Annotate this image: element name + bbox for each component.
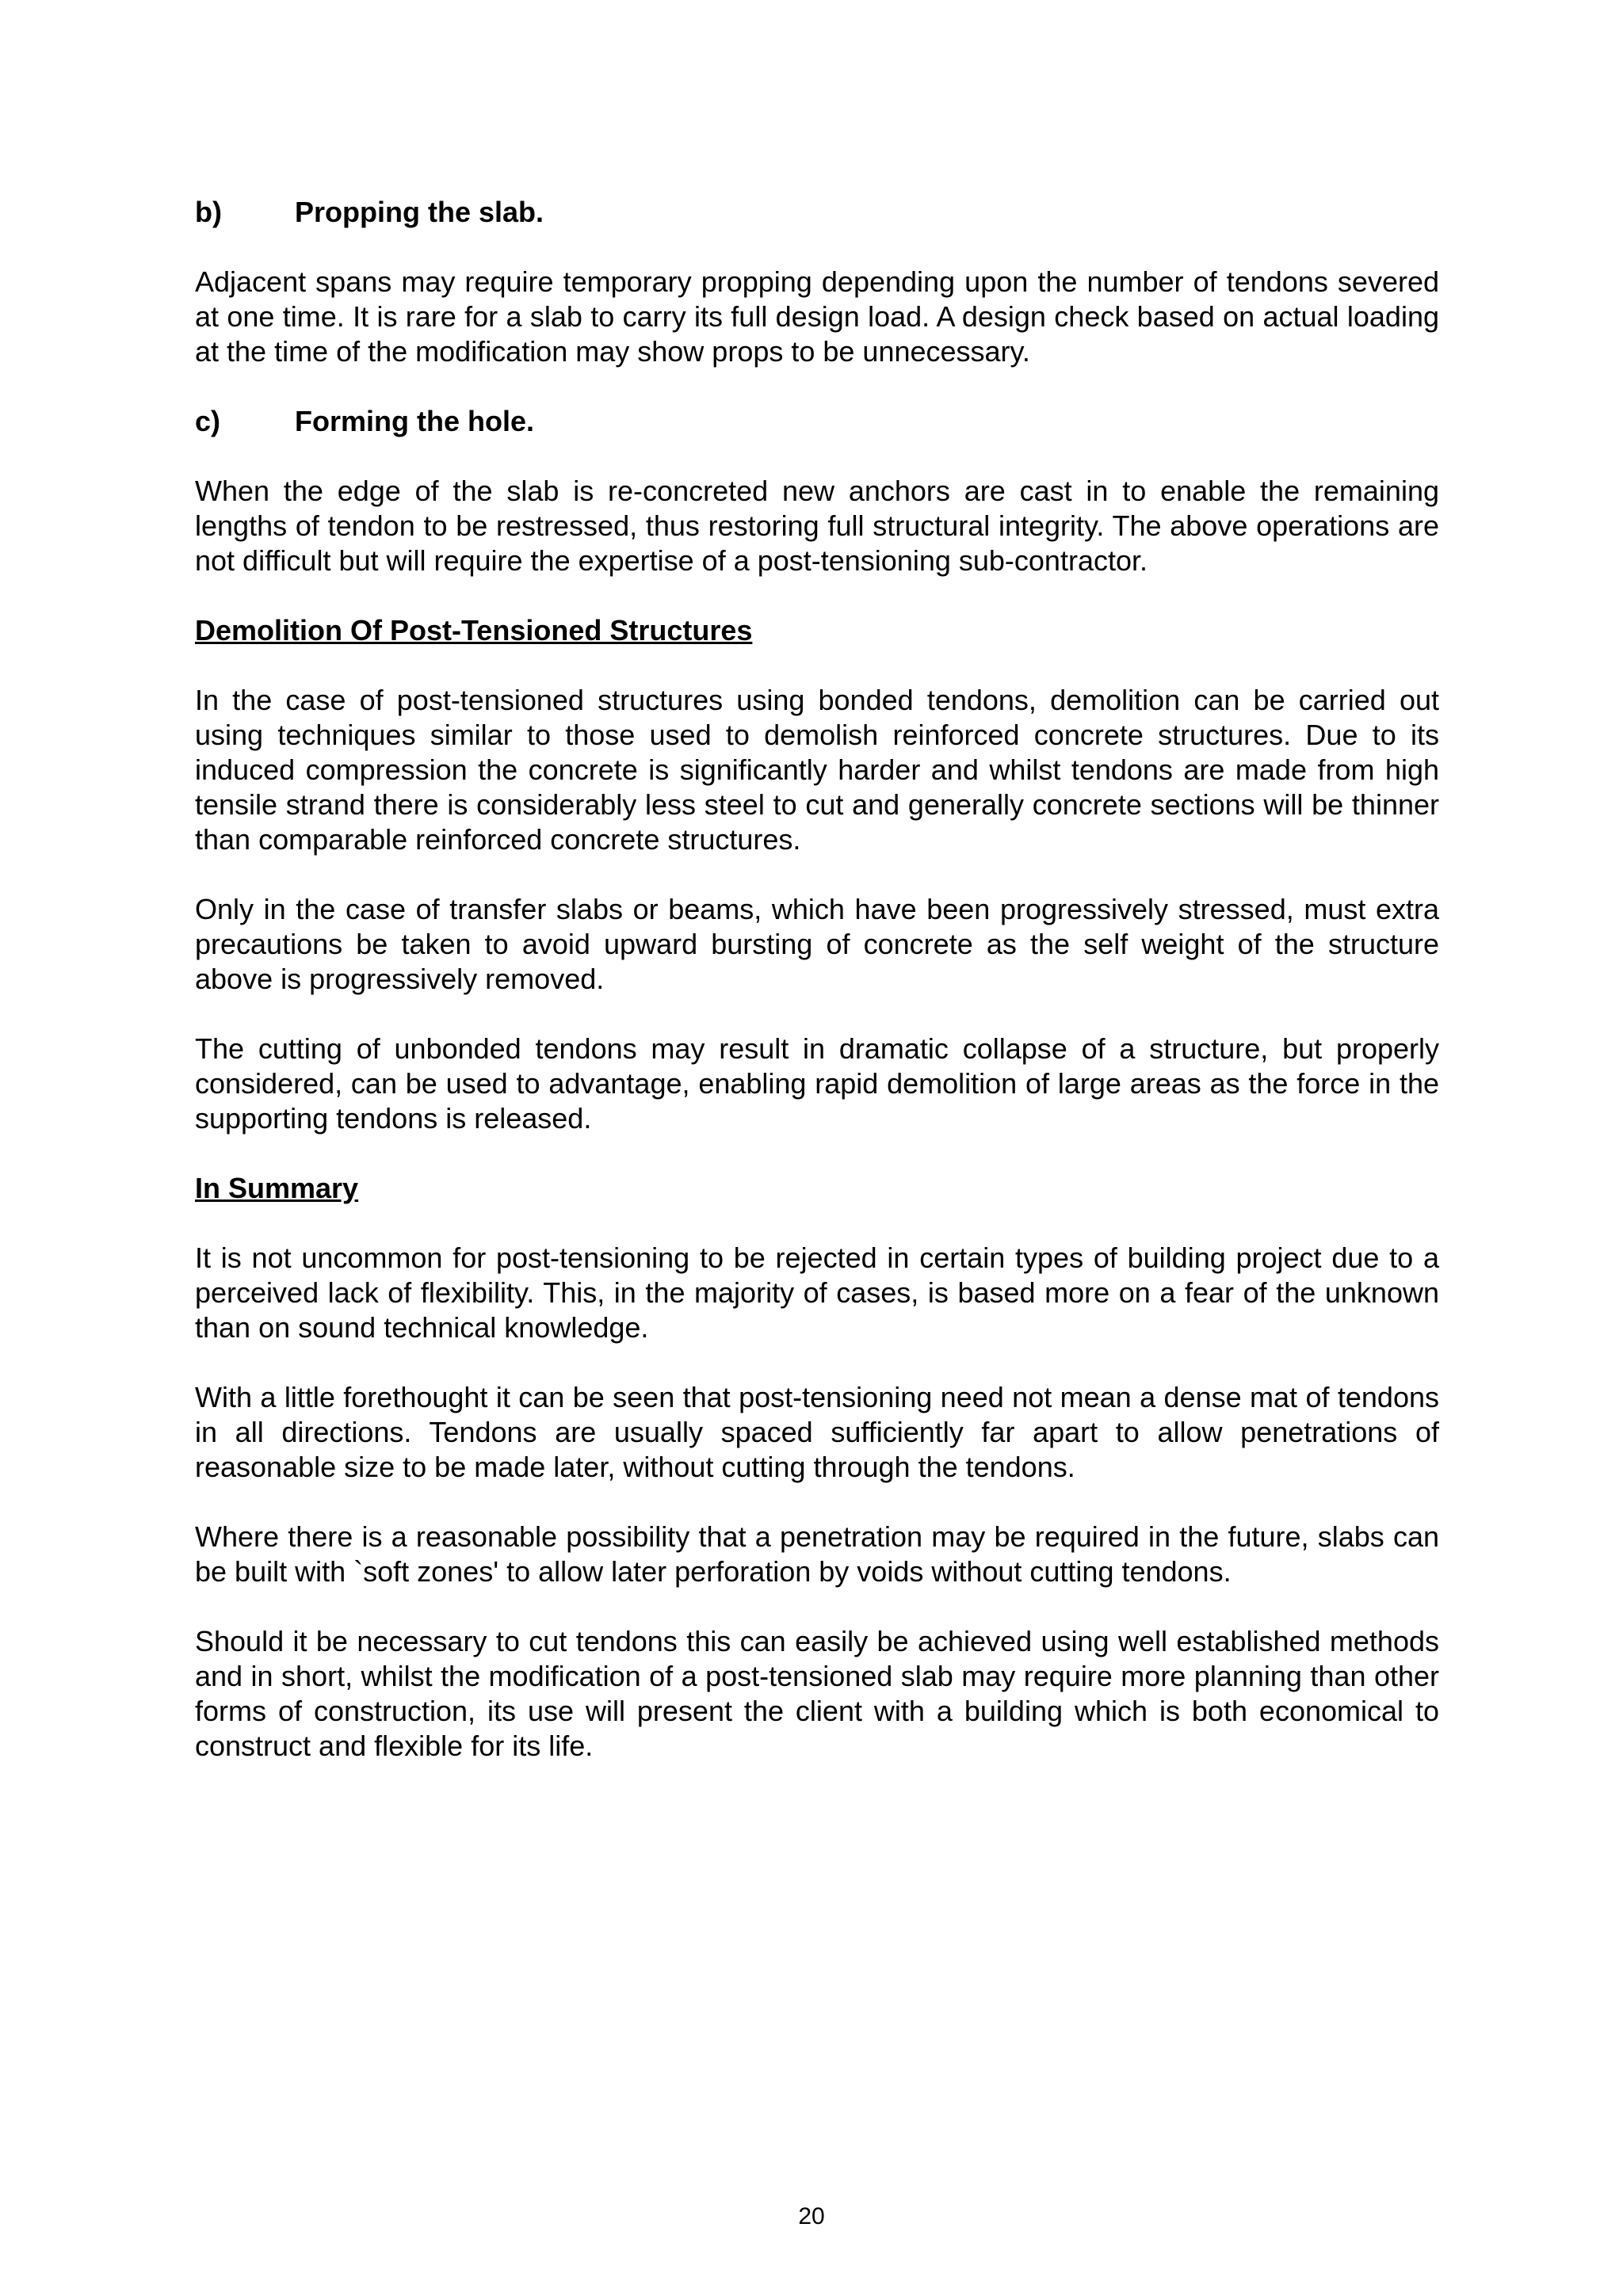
summary-paragraph-1: It is not uncommon for post-tensioning to be rejected in certain types of building project due to a perceived lack of flexibility. This, in the majority of cases, is based more on a fear of the unknown than on sound technical knowledge.: [195, 1241, 1439, 1344]
forming-heading-title: Forming the hole.: [295, 405, 534, 437]
propping-paragraph: Adjacent spans may require temporary propping depending upon the number of tendons severed at one time. It is rare for a slab to carry its full design load. A design check based on actual loading at the time of the modification may show props to be unnecessary.: [195, 265, 1439, 368]
summary-paragraph-4: Should it be necessary to cut tendons this can easily be achieved using well established methods and in short, whilst the modification of a post-tensioned slab may require more planning than other forms of construction, its use will present the client with a building which is both economical to construct and flexible for its life.: [195, 1625, 1439, 1762]
forming-heading-letter: c): [195, 405, 221, 437]
propping-heading-letter: b): [195, 196, 222, 228]
propping-heading: [195, 195, 1439, 230]
summary-heading: In Summary: [195, 1172, 359, 1204]
summary-paragraph-2: With a little forethought it can be seen that post-tensioning need not mean a dense mat of tendons in all directions. Tendons are usually spaced sufficiently far apart to allow penetrations of reasonable size to be made later, without cutting through the tendons.: [195, 1381, 1439, 1483]
forming-heading: [195, 404, 1439, 439]
document-page: [195, 195, 1439, 1798]
demolition-heading: Demolition Of Post-Tensioned Structures: [195, 614, 753, 646]
page-number: 20: [798, 2203, 825, 2229]
demolition-paragraph-1: In the case of post-tensioned structures using bonded tendons, demolition can be carried out using techniques similar to those used to demolish reinforced concrete structures. Due to its induced compression the concrete is significantly harder and whilst tendons are made from high tensile strand there is considerably less steel to cut and generally concrete sections will be thinner than comparable reinforced concrete structures.: [195, 684, 1439, 856]
demolition-paragraph-2: Only in the case of transfer slabs or beams, which have been progressively stressed, must extra precautions be taken to avoid upward bursting of concrete as the self weight of the structure above is progressively removed.: [195, 893, 1439, 995]
forming-paragraph: When the edge of the slab is re-concreted new anchors are cast in to enable the remaining lengths of tendon to be restressed, thus restoring full structural integrity. The above operations are not difficult but will require the expertise of a post-tensioning sub-contractor.: [195, 475, 1439, 577]
demolition-paragraph-3: The cutting of unbonded tendons may result in dramatic collapse of a structure, but properly considered, can be used to advantage, enabling rapid demolition of large areas as the force in the supporting tendons is released.: [195, 1032, 1439, 1135]
summary-paragraph-3: Where there is a reasonable possibility that a penetration may be required in the future, slabs can be built with `soft zones' to allow later perforation by voids without cutting tendons.: [195, 1520, 1439, 1588]
propping-heading-title: Propping the slab.: [295, 196, 544, 228]
